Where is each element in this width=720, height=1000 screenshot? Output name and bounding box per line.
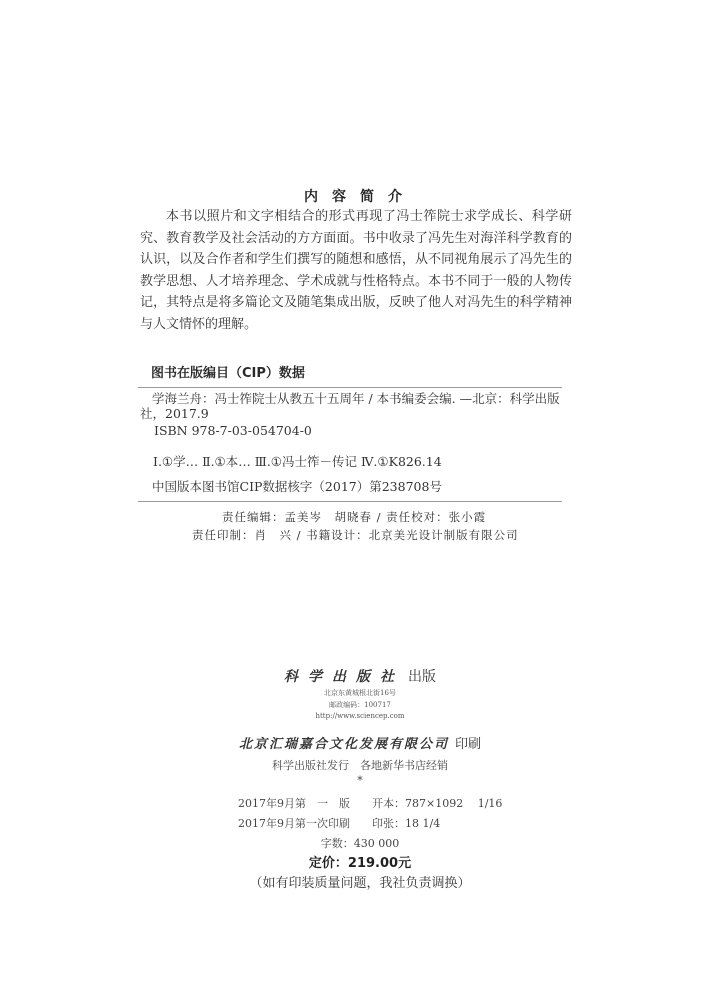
divider-top xyxy=(138,387,562,388)
cip-classification: Ⅰ.①学… Ⅱ.①本… Ⅲ.①冯士筰－传记 Ⅳ.①K826.14 xyxy=(153,454,442,469)
publisher-logo-name: 科学出版社 xyxy=(284,669,404,685)
publisher-url: http://www.sciencep.com xyxy=(315,712,405,720)
separator-asterisk: * xyxy=(357,774,363,787)
printer-name: 北京汇瑞嘉合文化发展有限公司 xyxy=(238,737,449,752)
printer-suffix: 印刷 xyxy=(455,737,482,752)
cip-entry-line2: 社，2017.9 xyxy=(140,406,209,421)
cip-entry xyxy=(140,391,560,421)
divider-bottom xyxy=(138,501,562,502)
cip-entry-line1: 学海兰舟：冯士筰院士从教五十五周年 / 本书编委会编. —北京：科学出版 xyxy=(152,391,560,406)
credits-production: 责任印制：肖 兴 / 书籍设计：北京美光设计制版有限公司 xyxy=(192,528,519,542)
publisher-line xyxy=(0,666,720,686)
publisher-suffix: 出版 xyxy=(408,669,436,685)
publisher-address: 北京东黄城根北街16号 xyxy=(324,689,396,697)
price: 定价：219.00元 xyxy=(308,856,412,871)
credits-editors: 责任编辑：孟美岑 胡晓春 / 责任校对：张小霞 xyxy=(222,510,487,524)
summary-body: 本书以照片和文字相结合的形式再现了冯士筰院士求学成长、科学研究、教育教学及社会活动的方方面面。书中收录了冯先生对海洋科学教育的认识，以及合作者和学生们撰写的随想和感悟，从不同视角展示了冯先生的教学思想、人才培养理念、学术成就与性格特点。本书不同于一般的人物传记，其特点是将多篇论文及随笔集成出版，反映了他人对冯先生的科学精神与人文情怀的理解。 xyxy=(140,209,572,332)
distribution-info: 科学出版社发行 各地新华书店经销 xyxy=(272,759,448,772)
printing-sheets-row: 2017年9月第一次印刷 印张：18 1/4 xyxy=(238,817,441,830)
cip-approval-number: 中国版本图书馆CIP数据核字（2017）第238708号 xyxy=(152,479,442,494)
printer-line xyxy=(0,733,720,752)
edition-format-row: 2017年9月第 一 版 开本：787×1092 1/16 xyxy=(238,797,503,810)
cip-heading: 图书在版编目（CIP）数据 xyxy=(151,366,305,381)
cip-isbn: ISBN 978-7-03-054704-0 xyxy=(154,423,312,438)
quality-note: （如有印装质量问题，我社负责调换） xyxy=(249,876,471,891)
word-count: 字数：430 000 xyxy=(320,837,400,850)
publisher-postcode: 邮政编码：100717 xyxy=(329,701,391,709)
summary-title: 内容简介 xyxy=(304,189,416,205)
